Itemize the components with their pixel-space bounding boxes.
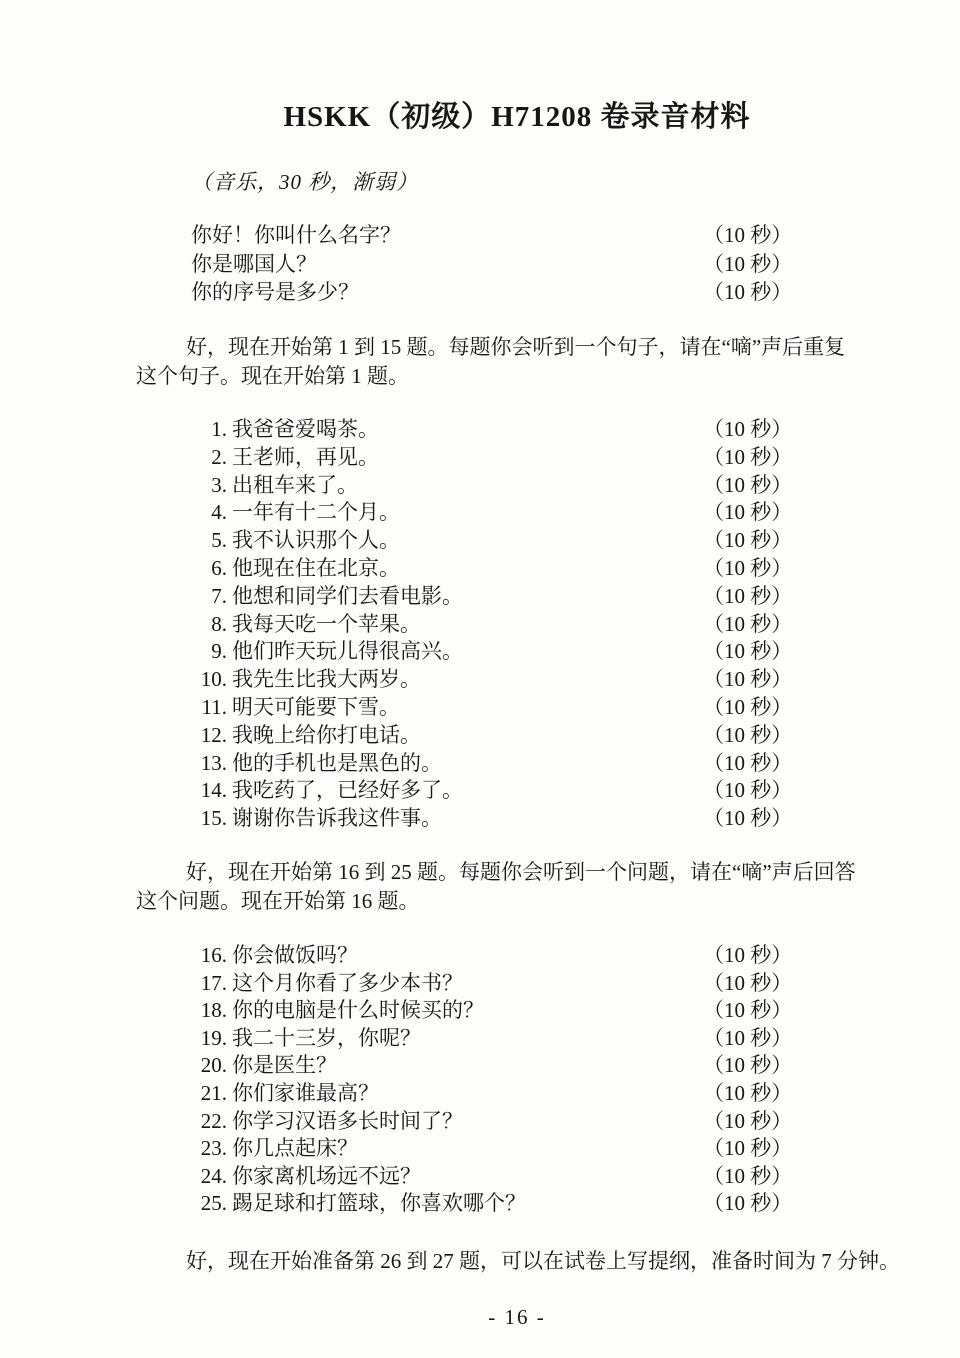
answer-question-row (0, 942, 960, 970)
time-label: （10 秒） (703, 583, 793, 608)
answer-question-row (0, 1052, 960, 1080)
answer-question-row (0, 997, 960, 1025)
item-number: 1. (211, 417, 227, 441)
item-number: 8. (211, 611, 227, 636)
item-number: 13. (200, 750, 227, 775)
item-number: 10. (200, 667, 227, 692)
repeat-sentence-row (0, 444, 960, 472)
item-text: 王老师，再见。 (232, 444, 379, 469)
item-number: 15. (200, 806, 227, 831)
item-number: 2. (211, 444, 227, 469)
answer-question-row (0, 1163, 960, 1191)
repeat-sentence-row (0, 416, 960, 444)
question-text: 你是哪国人？ (191, 251, 317, 276)
time-label: （10 秒） (703, 694, 793, 719)
page-title: HSKK（初级）H71208 卷录音材料 (283, 101, 751, 133)
item-number: 12. (200, 722, 227, 747)
section1-items (0, 416, 960, 833)
intro-question-row (0, 278, 960, 307)
item-number: 7. (211, 583, 227, 608)
repeat-sentence-row (0, 722, 960, 750)
repeat-sentence-row (0, 527, 960, 555)
section3-instruction-line: 好，现在开始准备第 26 到 27 题，可以在试卷上写提纲，准备时间为 7 分钟。 (186, 1249, 900, 1273)
item-number: 20. (200, 1053, 227, 1078)
time-label: （10 秒） (703, 722, 793, 747)
time-label: （10 秒） (703, 555, 793, 580)
item-text: 出租车来了。 (232, 472, 358, 497)
item-text: 你是医生？ (232, 1053, 337, 1078)
item-text: 他的手机也是黑色的。 (232, 750, 442, 775)
time-label: （10 秒） (703, 280, 793, 305)
repeat-sentence-row (0, 499, 960, 527)
time-label: （10 秒） (703, 943, 793, 967)
section2-instruction-line: 这个问题。现在开始第 16 题。 (136, 889, 420, 913)
item-number: 16. (200, 943, 227, 967)
item-number: 6. (211, 555, 227, 580)
repeat-sentence-row (0, 805, 960, 833)
time-label: （10 秒） (703, 970, 793, 995)
answer-question-row (0, 1190, 960, 1218)
item-number: 5. (211, 528, 227, 553)
question-text: 你的序号是多少？ (191, 280, 359, 305)
repeat-sentence-row (0, 638, 960, 666)
item-text: 一年有十二个月。 (232, 500, 400, 525)
item-text: 他现在住在北京。 (232, 555, 400, 580)
section3-instruction (136, 1247, 926, 1276)
item-text: 踢足球和打篮球，你喜欢哪个？ (232, 1191, 526, 1216)
item-number: 14. (200, 778, 227, 803)
time-label: （10 秒） (703, 998, 793, 1023)
intro-question-row (0, 250, 960, 279)
item-text: 你的电脑是什么时候买的？ (232, 998, 484, 1023)
item-text: 谢谢你告诉我这件事。 (232, 806, 442, 831)
item-text: 你们家谁最高？ (232, 1080, 379, 1105)
item-text: 他们昨天玩儿得很高兴。 (232, 639, 463, 664)
repeat-sentence-row (0, 694, 960, 722)
time-label: （10 秒） (703, 1136, 793, 1161)
repeat-sentence-row (0, 777, 960, 805)
repeat-sentence-row (0, 611, 960, 639)
section1-instruction (136, 333, 926, 391)
time-label: （10 秒） (703, 1191, 793, 1216)
answer-question-row (0, 1080, 960, 1108)
answer-question-row (0, 1025, 960, 1053)
answer-question-row (0, 970, 960, 998)
time-label: （10 秒） (703, 251, 793, 276)
section2-instruction (136, 858, 926, 916)
time-label: （10 秒） (703, 1108, 793, 1133)
item-text: 我吃药了，已经好多了。 (232, 778, 463, 803)
item-text: 他想和同学们去看电影。 (232, 583, 463, 608)
time-label: （10 秒） (703, 806, 793, 831)
item-number: 17. (200, 970, 227, 995)
time-label: （10 秒） (703, 500, 793, 525)
repeat-sentence-row (0, 555, 960, 583)
question-text: 你好！你叫什么名字？ (191, 223, 401, 247)
item-text: 你学习汉语多长时间了？ (232, 1108, 463, 1133)
time-label: （10 秒） (703, 1080, 793, 1105)
time-label: （10 秒） (703, 778, 793, 803)
item-text: 你会做饭吗？ (232, 943, 358, 967)
repeat-sentence-row (0, 750, 960, 778)
music-cue: （音乐，30 秒，渐弱） (191, 170, 419, 194)
section1-instruction-line: 好，现在开始第 1 到 15 题。每题你会听到一个句子，请在“嘀”声后重复 (186, 335, 846, 359)
item-number: 9. (211, 639, 227, 664)
item-number: 19. (200, 1025, 227, 1050)
intro-question-row (0, 221, 960, 250)
item-number: 11. (201, 694, 227, 719)
time-label: （10 秒） (703, 1025, 793, 1050)
item-number: 25. (200, 1191, 227, 1216)
item-text: 你家离机场远不远？ (232, 1163, 421, 1188)
item-number: 3. (211, 472, 227, 497)
time-label: （10 秒） (703, 639, 793, 664)
answer-question-row (0, 1108, 960, 1136)
time-label: （10 秒） (703, 667, 793, 692)
time-label: （10 秒） (703, 528, 793, 553)
item-number: 18. (200, 998, 227, 1023)
time-label: （10 秒） (703, 417, 793, 441)
intro-questions (0, 221, 960, 307)
item-text: 我爸爸爱喝茶。 (232, 417, 379, 441)
item-number: 21. (200, 1080, 227, 1105)
section2-instruction-line: 好，现在开始第 16 到 25 题。每题你会听到一个问题，请在“嘀”声后回答 (186, 860, 856, 884)
item-text: 你几点起床？ (232, 1136, 358, 1161)
item-text: 这个月你看了多少本书？ (232, 970, 463, 995)
repeat-sentence-row (0, 472, 960, 500)
time-label: （10 秒） (703, 1163, 793, 1188)
item-text: 我不认识那个人。 (232, 528, 400, 553)
answer-question-row (0, 1135, 960, 1163)
item-text: 我晚上给你打电话。 (232, 722, 421, 747)
repeat-sentence-row (0, 666, 960, 694)
section2-items (0, 942, 960, 1218)
item-number: 22. (200, 1108, 227, 1133)
item-number: 24. (200, 1163, 227, 1188)
time-label: （10 秒） (703, 472, 793, 497)
page-number: - 16 - (488, 1305, 546, 1329)
item-text: 我先生比我大两岁。 (232, 667, 421, 692)
repeat-sentence-row (0, 583, 960, 611)
item-text: 我二十三岁，你呢？ (232, 1025, 421, 1050)
time-label: （10 秒） (703, 611, 793, 636)
item-text: 明天可能要下雪。 (232, 694, 400, 719)
time-label: （10 秒） (703, 1053, 793, 1078)
item-text: 我每天吃一个苹果。 (232, 611, 421, 636)
time-label: （10 秒） (703, 223, 793, 247)
time-label: （10 秒） (703, 750, 793, 775)
item-number: 4. (211, 500, 227, 525)
time-label: （10 秒） (703, 444, 793, 469)
section1-instruction-line: 这个句子。现在开始第 1 题。 (136, 364, 409, 388)
item-number: 23. (200, 1136, 227, 1161)
